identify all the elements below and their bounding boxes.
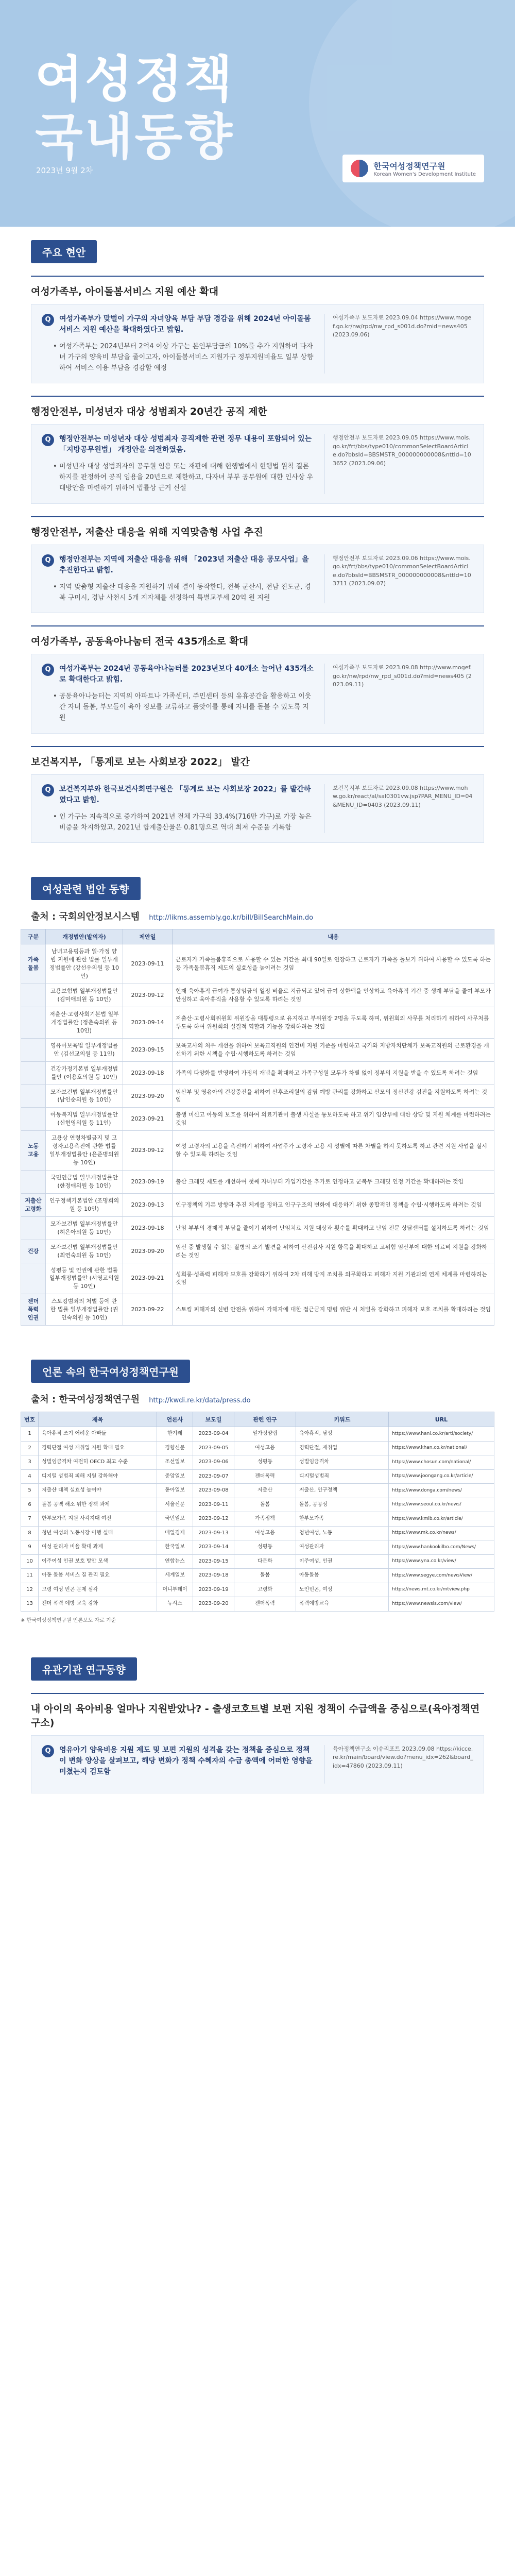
law-content: 보육교사의 처우 개선을 위하여 보육교직원의 인건비 지원 기준을 마련하고 국가와 지방자치단체가 보육교직원의 근로환경을 개선하기 위한 시책을 수립·시행하도록 하려는 것임 (173, 1038, 494, 1061)
law-content: 스토킹 피해자의 신변 안전을 위하여 가해자에 대한 접근금지 명령 위반 시 처벌을 강화하고 피해자 보호 조치를 확대하려는 것임 (173, 1294, 494, 1326)
law-content: 출생 미신고 아동의 보호를 위하여 의료기관이 출생 사실을 통보하도록 하고 위기 임산부에 대한 상담 및 지원 체계를 마련하려는 것임 (173, 1108, 494, 1131)
law-content: 현재 육아휴직 급여가 통상임금의 일정 비율로 지급되고 있어 급여 상한액을 인상하고 육아휴직 기간 중 생계 부담을 줄여 부모가 안심하고 육아휴직을 사용할 수 있도록 하려는 것임 (173, 984, 494, 1007)
law-row (21, 1216, 494, 1240)
law-bill-name: 모자보건법 일부개정법률안 (남인순의원 등 10인) (46, 1084, 123, 1108)
law-content: 출산 크레딧 제도를 개선하여 첫째 자녀부터 가입기간을 추가로 인정하고 군복무 크레딧 인정 기간을 확대하려는 것임 (173, 1171, 494, 1194)
law-date: 2023-09-15 (123, 1038, 173, 1061)
media-title: 돌봄 공백 해소 위한 정책 과제 (39, 1498, 157, 1512)
law-row (21, 944, 494, 984)
media-org: 조선일보 (157, 1455, 193, 1470)
law-date: 2023-09-20 (123, 1240, 173, 1263)
media-table (21, 1412, 494, 1612)
media-no: 2 (21, 1441, 39, 1455)
media-url[interactable]: https://www.khan.co.kr/national/ (389, 1441, 494, 1455)
media-date: 2023-09-11 (193, 1498, 234, 1512)
law-date: 2023-09-14 (123, 1007, 173, 1038)
media-keyword: 경력단절, 재취업 (296, 1441, 389, 1455)
law-date: 2023-09-18 (123, 1061, 173, 1084)
law-bill-name: 고용보험법 일부개정법률안 (김미애의원 등 10인) (46, 984, 123, 1007)
media-row (21, 1512, 494, 1527)
media-area: 일가정양립 (234, 1427, 296, 1442)
law-row (21, 1131, 494, 1171)
law-source-url[interactable]: http://likms.assembly.go.kr/bill/BillSearchMain.do (149, 914, 314, 922)
law-row (21, 1061, 494, 1084)
law-bill-name: 인구정책기본법안 (조명희의원 등 10인) (46, 1193, 123, 1216)
media-keyword: 성별임금격차 (296, 1455, 389, 1470)
media-title: 육아휴직 쓰기 어려운 아빠들 (39, 1427, 157, 1442)
media-no: 3 (21, 1455, 39, 1470)
media-keyword: 디지털성범죄 (296, 1469, 389, 1484)
media-keyword: 육아휴직, 남성 (296, 1427, 389, 1442)
law-bill-name: 국민연금법 일부개정법률안 (한정애의원 등 10인) (46, 1171, 123, 1194)
media-note: ※ 한국여성정책연구원 언론보도 자료 기준 (21, 1617, 116, 1623)
media-area: 성평등 (234, 1540, 296, 1555)
media-org: 세계일보 (157, 1569, 193, 1583)
law-category (21, 1038, 46, 1061)
media-area: 돌봄 (234, 1498, 296, 1512)
media-title: 이주여성 인권 보호 방안 모색 (39, 1554, 157, 1569)
media-keyword: 한부모가족 (296, 1512, 389, 1527)
law-date: 2023-09-12 (123, 1131, 173, 1171)
media-row (21, 1498, 494, 1512)
media-date: 2023-09-07 (193, 1469, 234, 1484)
media-url[interactable]: https://www.segye.com/newsView/ (389, 1569, 494, 1583)
media-no: 6 (21, 1498, 39, 1512)
media-area: 여성고용 (234, 1526, 296, 1540)
media-url[interactable]: https://www.seoul.co.kr/news/ (389, 1498, 494, 1512)
media-title: 한부모가족 지원 사각지대 여전 (39, 1512, 157, 1527)
media-area: 고령화 (234, 1583, 296, 1597)
media-no: 4 (21, 1469, 39, 1484)
media-org: 연합뉴스 (157, 1554, 193, 1569)
law-date: 2023-09-21 (123, 1263, 173, 1294)
news-item-summary: 여성가족부가 맞벌이 가구의 자녀양육 부담 부담 경감을 위해 2024년 아이돌봄서비스 지원 예산을 확대하였다고 밝힘. (59, 315, 311, 334)
media-date: 2023-09-20 (193, 1597, 234, 1612)
media-no: 8 (21, 1526, 39, 1540)
law-row (21, 1108, 494, 1131)
news-list (31, 276, 484, 843)
news-item-summary: 여성가족부는 2024년 공동육아나눔터를 2023년보다 40개소 늘어난 435개소로 확대한다고 밝힘. (59, 665, 314, 684)
media-keyword: 아동돌봄 (296, 1569, 389, 1583)
media-url[interactable]: https://www.joongang.co.kr/article/ (389, 1469, 494, 1484)
news-item-detail: • 공동육아나눔터는 지역의 아파트나 가족센터, 주민센터 등의 유휴공간을 활용하고 이웃 간 자녀 돌봄, 부모들이 육아 정보를 교류하고 품앗이를 통해 자녀를 돌볼 수 있도록 지원 (42, 691, 314, 723)
law-bill-name: 모자보건법 일부개정법률안 (허은아의원 등 10인) (46, 1216, 123, 1240)
law-category: 가족 돌봄 (21, 944, 46, 984)
law-row (21, 1038, 494, 1061)
news-item (31, 276, 484, 383)
law-bill-name: 스토킹범죄의 처벌 등에 관한 법률 일부개정법률안 (권인숙의원 등 10인) (46, 1294, 123, 1326)
law-row (21, 984, 494, 1007)
law-content: 임신 중 발생할 수 있는 질병의 조기 발견을 위하여 산전검사 지원 항목을 확대하고 고위험 임산부에 대한 의료비 지원을 강화하려는 것임 (173, 1240, 494, 1263)
news-item-detail: • 미성년자 대상 성범죄자의 공무원 임용 또는 재판에 대해 현행법에서 현행법 원칙 결론 하지를 판정하여 공직 임용을 20년으로 제한하고, 다자녀 부부 공무원에 대한 인사상 우대방안을 마련하기 위하여 법률상 근거 신설 (42, 462, 314, 494)
media-area: 여성고용 (234, 1441, 296, 1455)
header-title-main: 여성정책 (35, 50, 234, 108)
law-source-label: 출처 : 국회의안정보시스템 (31, 911, 140, 923)
media-org: 동아일보 (157, 1484, 193, 1498)
agency-item-summary: 영유아기 양육비용 지원 제도 및 보편 지원의 성격을 갖는 정책을 중심으로 정책이 변화 양상을 살펴보고, 해당 변화가 정책 수혜자의 수급 총액에 어떠한 영향을 미쳤는지 검토함 (59, 1745, 313, 1776)
media-row (21, 1526, 494, 1540)
law-content: 인구정책의 기본 방향과 추진 체계를 정하고 인구구조의 변화에 대응하기 위한 종합적인 정책을 수립·시행하도록 하려는 것임 (173, 1193, 494, 1216)
media-title: 고령 여성 빈곤 문제 심각 (39, 1583, 157, 1597)
law-section-tag: 여성관련 법안 동향 (31, 877, 141, 900)
law-date: 2023-09-19 (123, 1171, 173, 1194)
media-date: 2023-09-12 (193, 1512, 234, 1527)
news-item-title: 행정안전부, 저출산 대응을 위해 지역맞춤형 사업 추진 (31, 526, 263, 538)
news-item-source[interactable]: 행정안전부 보도자료 2023.09.05 https://www.mois.go.kr/frt/bbs/type010/commonSelectBoardArticle.do?bbsId=BBSMSTR_000000000008&nttId=103652 (2023.09.06) (324, 434, 473, 494)
news-item-title: 여성가족부, 아이돌봄서비스 지원 예산 확대 (31, 286, 219, 297)
media-header-area: 관련 연구 (234, 1412, 296, 1427)
media-keyword: 이주여성, 인권 (296, 1554, 389, 1569)
news-item-source[interactable]: 행정안전부 보도자료 2023.09.06 https://www.mois.go.kr/frt/bbs/type010/commonSelectBoardArticle.do?bbsId=BBSMSTR_000000000008&nttId=103711 (2023.09.07) (324, 554, 473, 604)
media-source-label: 출처 : 한국여성정책연구원 (31, 1394, 140, 1405)
law-header-category: 구분 (21, 929, 46, 944)
kwdi-logo-icon (351, 160, 368, 177)
media-keyword: 청년여성, 노동 (296, 1526, 389, 1540)
law-bill-name: 모자보건법 일부개정법률안 (최연숙의원 등 10인) (46, 1240, 123, 1263)
media-date: 2023-09-19 (193, 1583, 234, 1597)
media-no: 7 (21, 1512, 39, 1527)
media-org: 머니투데이 (157, 1583, 193, 1597)
media-url[interactable]: https://www.kmib.co.kr/article/ (389, 1512, 494, 1527)
news-item (31, 746, 484, 843)
law-header-content: 내용 (173, 929, 494, 944)
law-category: 건강 (21, 1240, 46, 1263)
media-title: 여성 관리자 비율 확대 과제 (39, 1540, 157, 1555)
law-row (21, 1263, 494, 1294)
media-org: 뉴시스 (157, 1597, 193, 1612)
news-item-title: 보건복지부, 「통계로 보는 사회보장 2022」 발간 (31, 756, 250, 768)
media-keyword: 저출산, 인구정책 (296, 1484, 389, 1498)
media-title: 디지털 성범죄 피해 지원 강화해야 (39, 1469, 157, 1484)
media-no: 1 (21, 1427, 39, 1442)
law-date: 2023-09-18 (123, 1216, 173, 1240)
agency-item-title: 내 아이의 육아비용 얼마나 지원받았나? - 출생코호트별 보편 지원 정책이 수급액을 중심으로(육아정책연구소) (31, 1703, 480, 1728)
media-header-date: 보도일 (193, 1412, 234, 1427)
law-header-date: 제안일 (123, 929, 173, 944)
news-item-title: 행정안전부, 미성년자 대상 성범죄자 20년간 공직 제한 (31, 406, 267, 418)
media-title: 아동 돌봄 서비스 질 관리 필요 (39, 1569, 157, 1583)
media-source-url[interactable]: http://kwdi.re.kr/data/press.do (149, 1397, 251, 1405)
law-row (21, 1240, 494, 1263)
media-title: 저출산 대책 실효성 높여야 (39, 1484, 157, 1498)
media-row (21, 1569, 494, 1583)
law-bill-name: 건강가정기본법 일부개정법률안 (이용호의원 등 10인) (46, 1061, 123, 1084)
law-category (21, 1171, 46, 1194)
question-icon: Q (42, 784, 54, 796)
law-content: 임산부 및 영유아의 건강증진을 위하여 산후조리원의 감염 예방 관리를 강화하고 산모의 정신건강 검진을 지원하도록 하려는 것임 (173, 1084, 494, 1108)
law-date: 2023-09-12 (123, 984, 173, 1007)
agency-item-source[interactable]: 육아정책연구소 이슈리포트 2023.09.08 https://kicce.re.kr/main/board/view.do?menu_idx=262&board_idx=47860 (2023.09.11) (324, 1745, 473, 1784)
media-url[interactable]: https://www.hani.co.kr/arti/society/ (389, 1427, 494, 1442)
law-category (21, 1263, 46, 1294)
media-org: 서울신문 (157, 1498, 193, 1512)
news-item-title: 여성가족부, 공동육아나눔터 전국 435개소로 확대 (31, 636, 249, 648)
question-icon: Q (42, 664, 54, 676)
newsletter-header (0, 0, 515, 227)
law-category (21, 1216, 46, 1240)
law-date: 2023-09-11 (123, 944, 173, 984)
media-date: 2023-09-04 (193, 1427, 234, 1442)
media-keyword: 돌봄, 공공성 (296, 1498, 389, 1512)
media-area: 돌봄 (234, 1569, 296, 1583)
law-row (21, 1171, 494, 1194)
law-content: 난임 부부의 경제적 부담을 줄이기 위하여 난임치료 지원 대상과 횟수를 확대하고 난임 전문 상담센터를 설치하도록 하려는 것임 (173, 1216, 494, 1240)
law-category (21, 984, 46, 1007)
media-date: 2023-09-05 (193, 1441, 234, 1455)
agency-section-tag: 유관기관 연구동향 (31, 1657, 137, 1681)
law-category: 저출산 고령화 (21, 1193, 46, 1216)
law-header-bill: 개정법안(발의자) (46, 929, 123, 944)
news-item-source[interactable]: 여성가족부 보도자료 2023.09.04 https://www.mogef.go.kr/nw/rpd/nw_rpd_s001d.do?mid=news405 (2023.09.06) (324, 314, 473, 374)
law-date: 2023-09-22 (123, 1294, 173, 1326)
logo-english: Korean Women's Development Institute (373, 172, 476, 177)
media-title: 젠더 폭력 예방 교육 강화 (39, 1597, 157, 1612)
law-bill-name: 성평등 및 인권에 관한 법률 일부개정법률안 (서영교의원 등 10인) (46, 1263, 123, 1294)
law-bill-name: 아동복지법 일부개정법률안 (신현영의원 등 11인) (46, 1108, 123, 1131)
media-area: 젠더폭력 (234, 1597, 296, 1612)
media-row (21, 1554, 494, 1569)
law-row (21, 1084, 494, 1108)
kwdi-logo (342, 155, 484, 182)
news-item (31, 396, 484, 503)
media-title: 경력단절 여성 재취업 지원 확대 필요 (39, 1441, 157, 1455)
question-icon: Q (42, 314, 54, 326)
media-date: 2023-09-08 (193, 1484, 234, 1498)
news-item (31, 516, 484, 614)
media-org: 국민일보 (157, 1512, 193, 1527)
law-content: 근로자가 가족돌봄휴직으로 사용할 수 있는 기간을 최대 90일로 연장하고 근로자가 가족을 돌보기 위하여 사용할 수 있도록 하는 등 가족돌봄휴직 제도의 실효성을 높이려는 것임 (173, 944, 494, 984)
law-bill-name: 남녀고용평등과 일·가정 양립 지원에 관한 법률 일부개정법률안 (강선우의원 등 10인) (46, 944, 123, 984)
law-category (21, 1108, 46, 1131)
media-no: 13 (21, 1597, 39, 1612)
media-url[interactable]: https://www.hankookilbo.com/News/ (389, 1540, 494, 1555)
media-date: 2023-09-06 (193, 1455, 234, 1470)
header-issue: 2023년 9월 2차 (36, 166, 93, 175)
media-date: 2023-09-15 (193, 1554, 234, 1569)
media-row (21, 1484, 494, 1498)
media-title: 청년 여성의 노동시장 이행 실태 (39, 1526, 157, 1540)
law-bill-name: 고용상 연령차별금지 및 고령자고용촉진에 관한 법률 일부개정법률안 (윤준병의원 등 10인) (46, 1131, 123, 1171)
law-category (21, 1084, 46, 1108)
main-issues-tag: 주요 현안 (31, 240, 97, 263)
law-bill-name: 저출산·고령사회기본법 일부개정법률안 (정춘숙의원 등 10인) (46, 1007, 123, 1038)
media-org: 경향신문 (157, 1441, 193, 1455)
media-row (21, 1427, 494, 1442)
media-url[interactable]: https://www.chosun.com/national/ (389, 1455, 494, 1470)
media-keyword: 폭력예방교육 (296, 1597, 389, 1612)
media-date: 2023-09-13 (193, 1526, 234, 1540)
media-date: 2023-09-14 (193, 1540, 234, 1555)
media-org: 중앙일보 (157, 1469, 193, 1484)
media-no: 9 (21, 1540, 39, 1555)
media-date: 2023-09-18 (193, 1569, 234, 1583)
media-no: 10 (21, 1554, 39, 1569)
media-org: 매일경제 (157, 1526, 193, 1540)
law-content: 가족의 다양화를 반영하여 가정의 개념을 확대하고 가족구성원 모두가 차별 없이 정부의 지원을 받을 수 있도록 하려는 것임 (173, 1061, 494, 1084)
news-item-source[interactable]: 여성가족부 보도자료 2023.09.08 http://www.mogef.go.kr/nw/rpd/nw_rpd_s001d.do?mid=news405 (2023.09.11) (324, 664, 473, 723)
law-category: 젠더 폭력 인권 (21, 1294, 46, 1326)
question-icon: Q (42, 1745, 54, 1757)
news-item-detail: • 여성가족부는 2024년부터 2억4 이상 가구는 본인부담금의 10%를 추가 지원하며 다자녀 가구의 양육비 부담을 줄이고자, 아이돌봄서비스 지원가구 정부지원비율도 일부 상향하여 서비스 이용 부담을 경감할 예정 (42, 342, 314, 374)
media-url[interactable]: https://www.yna.co.kr/view/ (389, 1554, 494, 1569)
media-header-keyword: 키워드 (296, 1412, 389, 1427)
law-content: 여성 고령자의 고용을 촉진하기 위하여 사업주가 고령자 고용 시 성별에 따른 차별을 하지 못하도록 하고 관련 지원 사업을 실시할 수 있도록 하려는 것임 (173, 1131, 494, 1171)
law-table (21, 929, 494, 1326)
header-title-sub: 국내동향 (35, 108, 234, 166)
media-header-title: 제목 (39, 1412, 157, 1427)
law-row (21, 1294, 494, 1326)
media-row (21, 1597, 494, 1612)
media-no: 12 (21, 1583, 39, 1597)
law-content: 성희롱·성폭력 피해자 보호를 강화하기 위하여 2차 피해 방지 조치를 의무화하고 피해자 지원 기관과의 연계 체계를 마련하려는 것임 (173, 1263, 494, 1294)
law-category (21, 1061, 46, 1084)
law-date: 2023-09-21 (123, 1108, 173, 1131)
media-keyword: 여성관리자 (296, 1540, 389, 1555)
question-icon: Q (42, 434, 54, 446)
media-url[interactable]: https://www.donga.com/news/ (389, 1484, 494, 1498)
law-date: 2023-09-13 (123, 1193, 173, 1216)
news-item-detail: • 지역 맞춤형 저출산 대응을 지원하기 위해 결이 동작한다, 전북 군산시, 전남 진도군, 경북 구미시, 경남 사천시 5개 지자체를 선정하여 특별교부세 20억 원 지원 (42, 582, 314, 604)
law-row (21, 1193, 494, 1216)
media-url[interactable]: https://news.mt.co.kr/mtview.php (389, 1583, 494, 1597)
media-no: 5 (21, 1484, 39, 1498)
news-item (31, 625, 484, 733)
news-item-summary: 행정안전부는 지역에 저출산 대응을 위해 「2023년 저출산 대응 공모사업」을 추진한다고 밝힘. (59, 555, 309, 574)
media-row (21, 1441, 494, 1455)
media-org: 한국일보 (157, 1540, 193, 1555)
media-org: 한겨레 (157, 1427, 193, 1442)
media-url[interactable]: https://www.mk.co.kr/news/ (389, 1526, 494, 1540)
media-row (21, 1455, 494, 1470)
media-section-tag: 언론 속의 한국여성정책연구원 (31, 1360, 190, 1383)
media-area: 가족정책 (234, 1512, 296, 1527)
law-category: 노동 고용 (21, 1131, 46, 1171)
media-row (21, 1583, 494, 1597)
media-header-url: URL (389, 1412, 494, 1427)
agency-item (31, 1693, 484, 1793)
media-area: 다문화 (234, 1554, 296, 1569)
question-icon: Q (42, 554, 54, 567)
media-row (21, 1540, 494, 1555)
logo-korean: 한국여성정책연구원 (373, 161, 445, 171)
media-area: 저출산 (234, 1484, 296, 1498)
media-title: 성별임금격차 여전히 OECD 최고 수준 (39, 1455, 157, 1470)
media-header-org: 언론사 (157, 1412, 193, 1427)
law-bill-name: 영유아보육법 일부개정법률안 (김선교의원 등 11인) (46, 1038, 123, 1061)
law-date: 2023-09-20 (123, 1084, 173, 1108)
law-row (21, 1007, 494, 1038)
news-item-summary: 행정안전부는 미성년자 대상 성범죄자 공직제한 관련 정무 내용이 포함되어 있는 「지방공무원법」 개정안을 의결하였음. (59, 435, 312, 454)
law-content: 저출산·고령사회위원회 위원장을 대통령으로 유지하고 부위원장 2명을 두도록 하며, 위원회의 사무를 처리하기 위하여 사무처를 두도록 하여 위원회의 실질적 역할과 기능을 강화하려는 것임 (173, 1007, 494, 1038)
media-header-no: 번호 (21, 1412, 39, 1427)
media-no: 11 (21, 1569, 39, 1583)
media-area: 성평등 (234, 1455, 296, 1470)
law-category (21, 1007, 46, 1038)
media-keyword: 노인빈곤, 여성 (296, 1583, 389, 1597)
news-item-source[interactable]: 보건복지부 보도자료 2023.09.08 https://www.mohw.go.kr/react/al/sal0301vw.jsp?PAR_MENU_ID=04&MENU_ID=0403 (2023.09.11) (324, 784, 473, 834)
media-url[interactable]: https://www.newsis.com/view/ (389, 1597, 494, 1612)
media-area: 젠더폭력 (234, 1469, 296, 1484)
media-row (21, 1469, 494, 1484)
news-item-detail: • 인 가구는 지속적으로 증가하여 2021년 전체 가구의 33.4%(716만 가구)로 가장 높은 비중을 차지하였고, 2021년 합계출산율은 0.81명으로 역대 최저 수준을 기록함 (42, 812, 314, 834)
news-item-summary: 보건복지부와 한국보건사회연구원은 「통계로 보는 사회보장 2022」를 발간하였다고 밝힘. (59, 785, 311, 804)
